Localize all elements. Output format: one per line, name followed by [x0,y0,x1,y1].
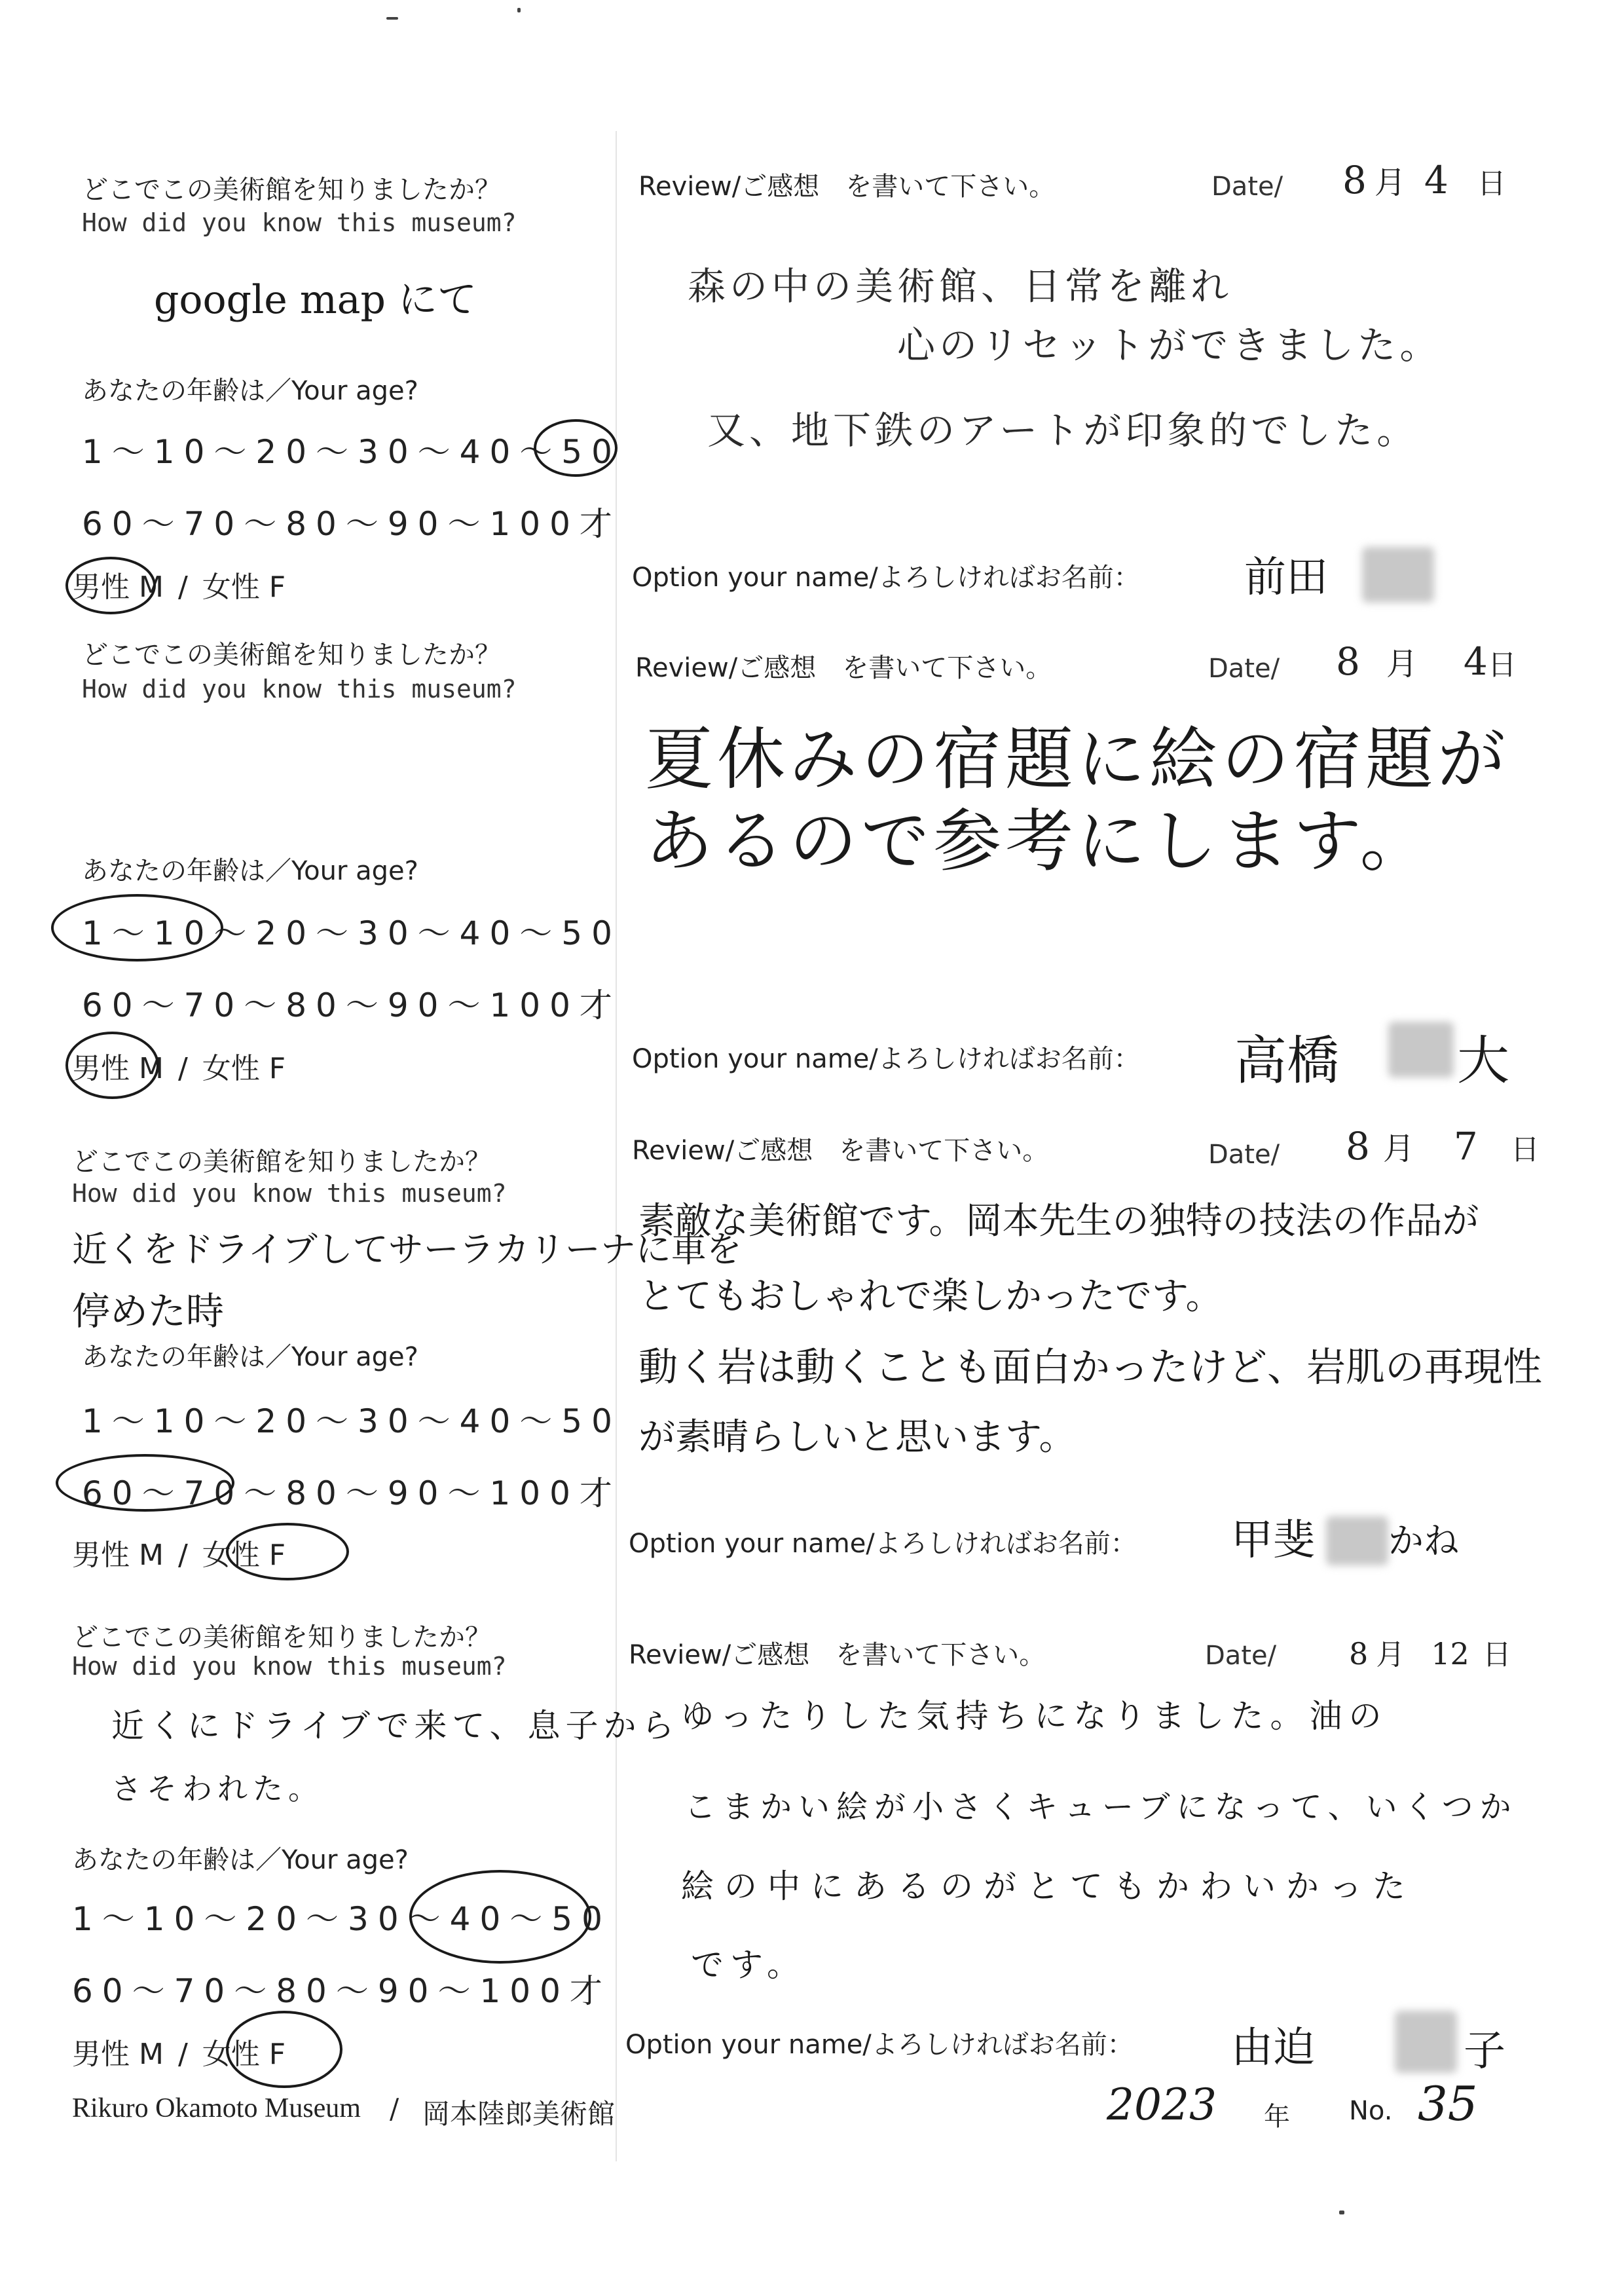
name-value: 前田 [1244,553,1328,602]
date-value: 8 月 12 日 [1349,1636,1511,1671]
date-label: Date/ [1208,654,1280,684]
name-label: Option your name/よろしければお名前： [625,2030,1134,2060]
redacted-name-block [1326,1516,1388,1565]
question-jp: どこでこの美術館を知りましたか？ [72,1147,491,1177]
name-value: 由迫 [1231,2024,1315,2072]
question-en: How did you know this museum? [72,1179,507,1208]
age-question: あなたの年齢は／Your age? [82,376,418,406]
name-value: 甲斐 [1231,1516,1315,1565]
name-label: Option your name/よろしければお名前： [632,1044,1140,1074]
gender-row: 男性 M / 女性 F [72,2038,286,2071]
review-line: 又、地下鉄のアートが印象的でした。 [707,408,1419,453]
review-line: 動く岩は動くことも面白かったけど、岩肌の再現性 [638,1345,1542,1390]
female-option: 女性 F [202,570,286,604]
date-label: Date/ [1205,1641,1277,1671]
question-en: How did you know this museum? [72,1652,507,1681]
redacted-name-block [1362,547,1434,603]
scan-speck [517,8,521,12]
age-question: あなたの年齢は／Your age? [72,1845,409,1875]
scan-speck [1339,2211,1344,2214]
name-suffix: 大 [1457,1030,1509,1091]
review-line: 心のリセットができました。 [897,323,1442,367]
source-answer: 近くにドライブで来て、息子から [111,1707,680,1745]
scan-speck [386,17,398,20]
date-label: Date/ [1208,1140,1280,1170]
review-line: 素敵な美術館です。岡本先生の独特の技法の作品が [638,1200,1479,1242]
review-line: 夏休みの宿題に絵の宿題が [645,719,1510,799]
gender-row: 男性 M / 女性 F [72,1539,286,1572]
source-answer: google map にて [154,277,477,323]
name-value: 高橋 [1234,1030,1339,1091]
source-answer: さそわれた。 [111,1771,323,1806]
review-line: あるので参考にします。 [645,801,1432,881]
age-question: あなたの年齢は／Your age? [82,1342,418,1372]
number-label: No. [1349,2096,1393,2126]
date-label: Date/ [1211,172,1283,202]
name-label: Option your name/よろしければお名前： [629,1529,1137,1559]
age-row-1: 1～10～20～30～40～50 [82,914,621,952]
year-value: 2023 [1107,2080,1217,2130]
male-option: 男性 M [72,1539,164,1572]
age-row-2: 60～70～80～90～100才 [82,505,621,543]
name-suffix: 子 [1464,2027,1505,2076]
review-heading: Review/ご感想 を書いて下さい。 [638,172,1056,202]
question-jp: どこでこの美術館を知りましたか？ [82,175,501,205]
age-row-1: 1～10～20～30～40～50 [72,1900,612,1938]
redacted-name-block [1388,1022,1454,1077]
footer-slash: / [390,2093,399,2125]
museum-name-jp: 岡本陸郎美術館 [422,2098,616,2130]
age-question: あなたの年齢は／Your age? [82,856,418,886]
gender-row: 男性 M / 女性 F [72,1052,286,1085]
review-line: こまかい絵が小さくキューブになって、いくつか [684,1789,1518,1825]
male-option: 男性 M [72,1052,164,1085]
question-jp: どこでこの美術館を知りましたか？ [72,1622,491,1652]
male-option: 男性 M [72,2038,164,2071]
redacted-name-block [1395,2011,1457,2073]
date-value: 8 月 4日 [1336,639,1517,684]
female-option: 女性 F [202,1052,286,1085]
question-en: How did you know this museum? [82,208,517,237]
review-line: 絵の中にあるのがとてもかわいかった [681,1867,1416,1905]
review-line: 森の中の美術館、日常を離れ [688,264,1233,308]
age-row-2: 60～70～80～90～100才 [72,1972,612,2010]
gender-row: 男性 M / 女性 F [72,570,286,604]
age-row-2: 60～70～80～90～100才 [82,986,621,1024]
question-en: How did you know this museum? [82,675,517,703]
name-suffix: かね [1388,1520,1459,1561]
review-line: です。 [691,1946,806,1984]
source-answer: 停めた時 [72,1289,225,1334]
number-value: 35 [1418,2076,1478,2131]
review-line: とてもおしゃれで楽しかったです。 [638,1275,1223,1318]
date-value: 8 月 4 日 [1342,158,1506,202]
review-heading: Review/ご感想 を書いて下さい。 [632,1136,1049,1166]
name-label: Option your name/よろしければお名前： [632,563,1140,593]
age-row-1: 1～10～20～30～40～50 [82,1402,621,1440]
source-answer: 近くをドライブしてサーラカリーナに車を [72,1229,742,1270]
review-line: ゆったりした気持ちになりました。油の [681,1697,1388,1735]
review-heading: Review/ご感想 を書いて下さい。 [629,1640,1046,1670]
date-value: 8 月 7 日 [1346,1124,1540,1168]
question-jp: どこでこの美術館を知りましたか？ [82,640,501,670]
male-option: 男性 M [72,570,164,604]
review-line: が素晴らしいと思います。 [638,1416,1076,1459]
age-row-1: 1～10～20～30～40～50 [82,433,621,471]
museum-name-en: Rikuro Okamoto Museum [72,2093,361,2123]
female-option: 女性 F [202,2038,286,2071]
year-label: 年 [1264,2102,1290,2132]
female-option: 女性 F [202,1539,286,1572]
age-row-2: 60～70～80～90～100才 [82,1474,621,1512]
review-heading: Review/ご感想 を書いて下さい。 [635,653,1052,683]
